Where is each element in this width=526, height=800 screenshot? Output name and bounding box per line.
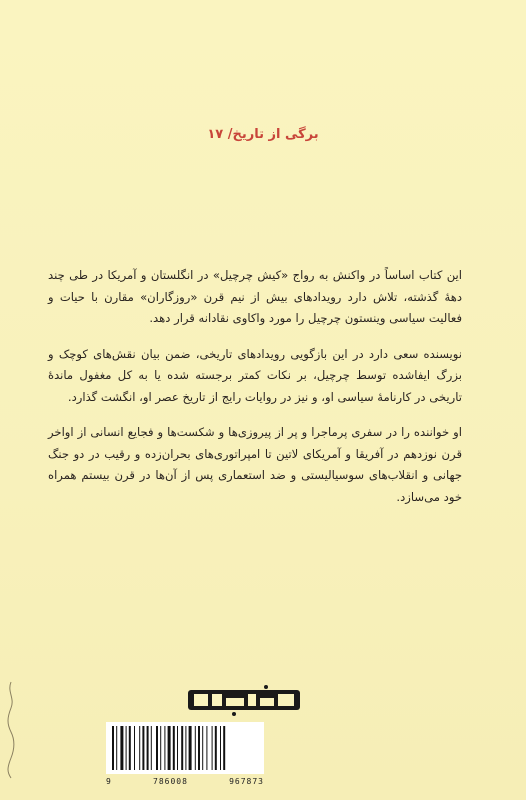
barcode-bar — [142, 726, 144, 770]
barcode-bar — [206, 726, 207, 770]
barcode-bar — [112, 726, 114, 770]
isbn-barcode — [106, 722, 264, 774]
barcode-bar — [223, 726, 225, 770]
barcode-bar — [189, 726, 192, 770]
isbn-digit-group: 786008 — [153, 777, 188, 786]
series-label: برگی از تاریخ/ ۱۷ — [207, 127, 319, 142]
barcode-bar — [139, 726, 140, 770]
isbn-digit-group: 967873 — [229, 777, 264, 786]
barcode-bar — [160, 726, 161, 770]
barcode-bar — [120, 726, 123, 770]
blurb-paragraph: نویسنده سعی دارد در این بازگویی رویدادهای تاریخی، ضمن بیان نقش‌های کوچک و بزرگ ایفاشده توسط چرچیل، بر نکات کمتر برجسته شده یا به کل مغفول ماندهٔ تاریخی در کارنامهٔ سیاسی او، و نیز در روایات رایج از تاریخ عصر او، انگشت گذارد. — [48, 346, 462, 404]
blurb-text — [48, 265, 462, 522]
barcode-bar — [116, 726, 117, 770]
barcode-bar — [177, 726, 178, 770]
barcode-bar — [129, 726, 131, 770]
barcode-bar — [212, 726, 213, 770]
barcode-bar — [126, 726, 127, 770]
barcode-bar — [198, 726, 200, 770]
barcode-bar — [195, 726, 196, 770]
designer-signature — [4, 680, 18, 780]
barcode-bar — [151, 726, 152, 770]
barcode-bar — [185, 726, 186, 770]
blurb-paragraph: این کتاب اساساً در واکنش به رواج «کیش چرچیل» در انگلستان و آمریکا در طی چند دههٔ گذشته، تلاش دارد رویدادهای بیش از نیم قرن «روزگاران» مقارن با حیات و فعالیت سیاسی وینستون چرچیل را مورد واکاوی نقادانه قرار دهد. — [48, 268, 462, 325]
barcode-bar — [215, 726, 217, 770]
barcode-bar — [202, 726, 203, 770]
barcode-bar — [181, 726, 183, 770]
barcode-bar — [168, 726, 171, 770]
barcode-bar — [220, 726, 221, 770]
barcode-bar — [156, 726, 158, 770]
blurb-paragraph: او خواننده را در سفری پرماجرا و پر از پیروزی‌ها و شکست‌ها و فجایع انسانی از اواخر قرن نوزدهم در آفریقا و آمریکای لاتین تا امپراتوری‌های بحران‌زده و رقیب در دو جنگ جهانی و انقلاب‌های سوسیالیستی و ضد استعماری پس از آن‌ها در قرن بیستم همراه خود می‌سازد. — [48, 425, 462, 504]
isbn-digit-group: 9 — [106, 777, 112, 786]
barcode-bar — [134, 726, 135, 770]
barcode-bar — [173, 726, 175, 770]
publisher-logo — [188, 684, 300, 718]
isbn-digits — [106, 777, 264, 786]
barcode-bar — [147, 726, 149, 770]
barcode-bar — [164, 726, 165, 770]
